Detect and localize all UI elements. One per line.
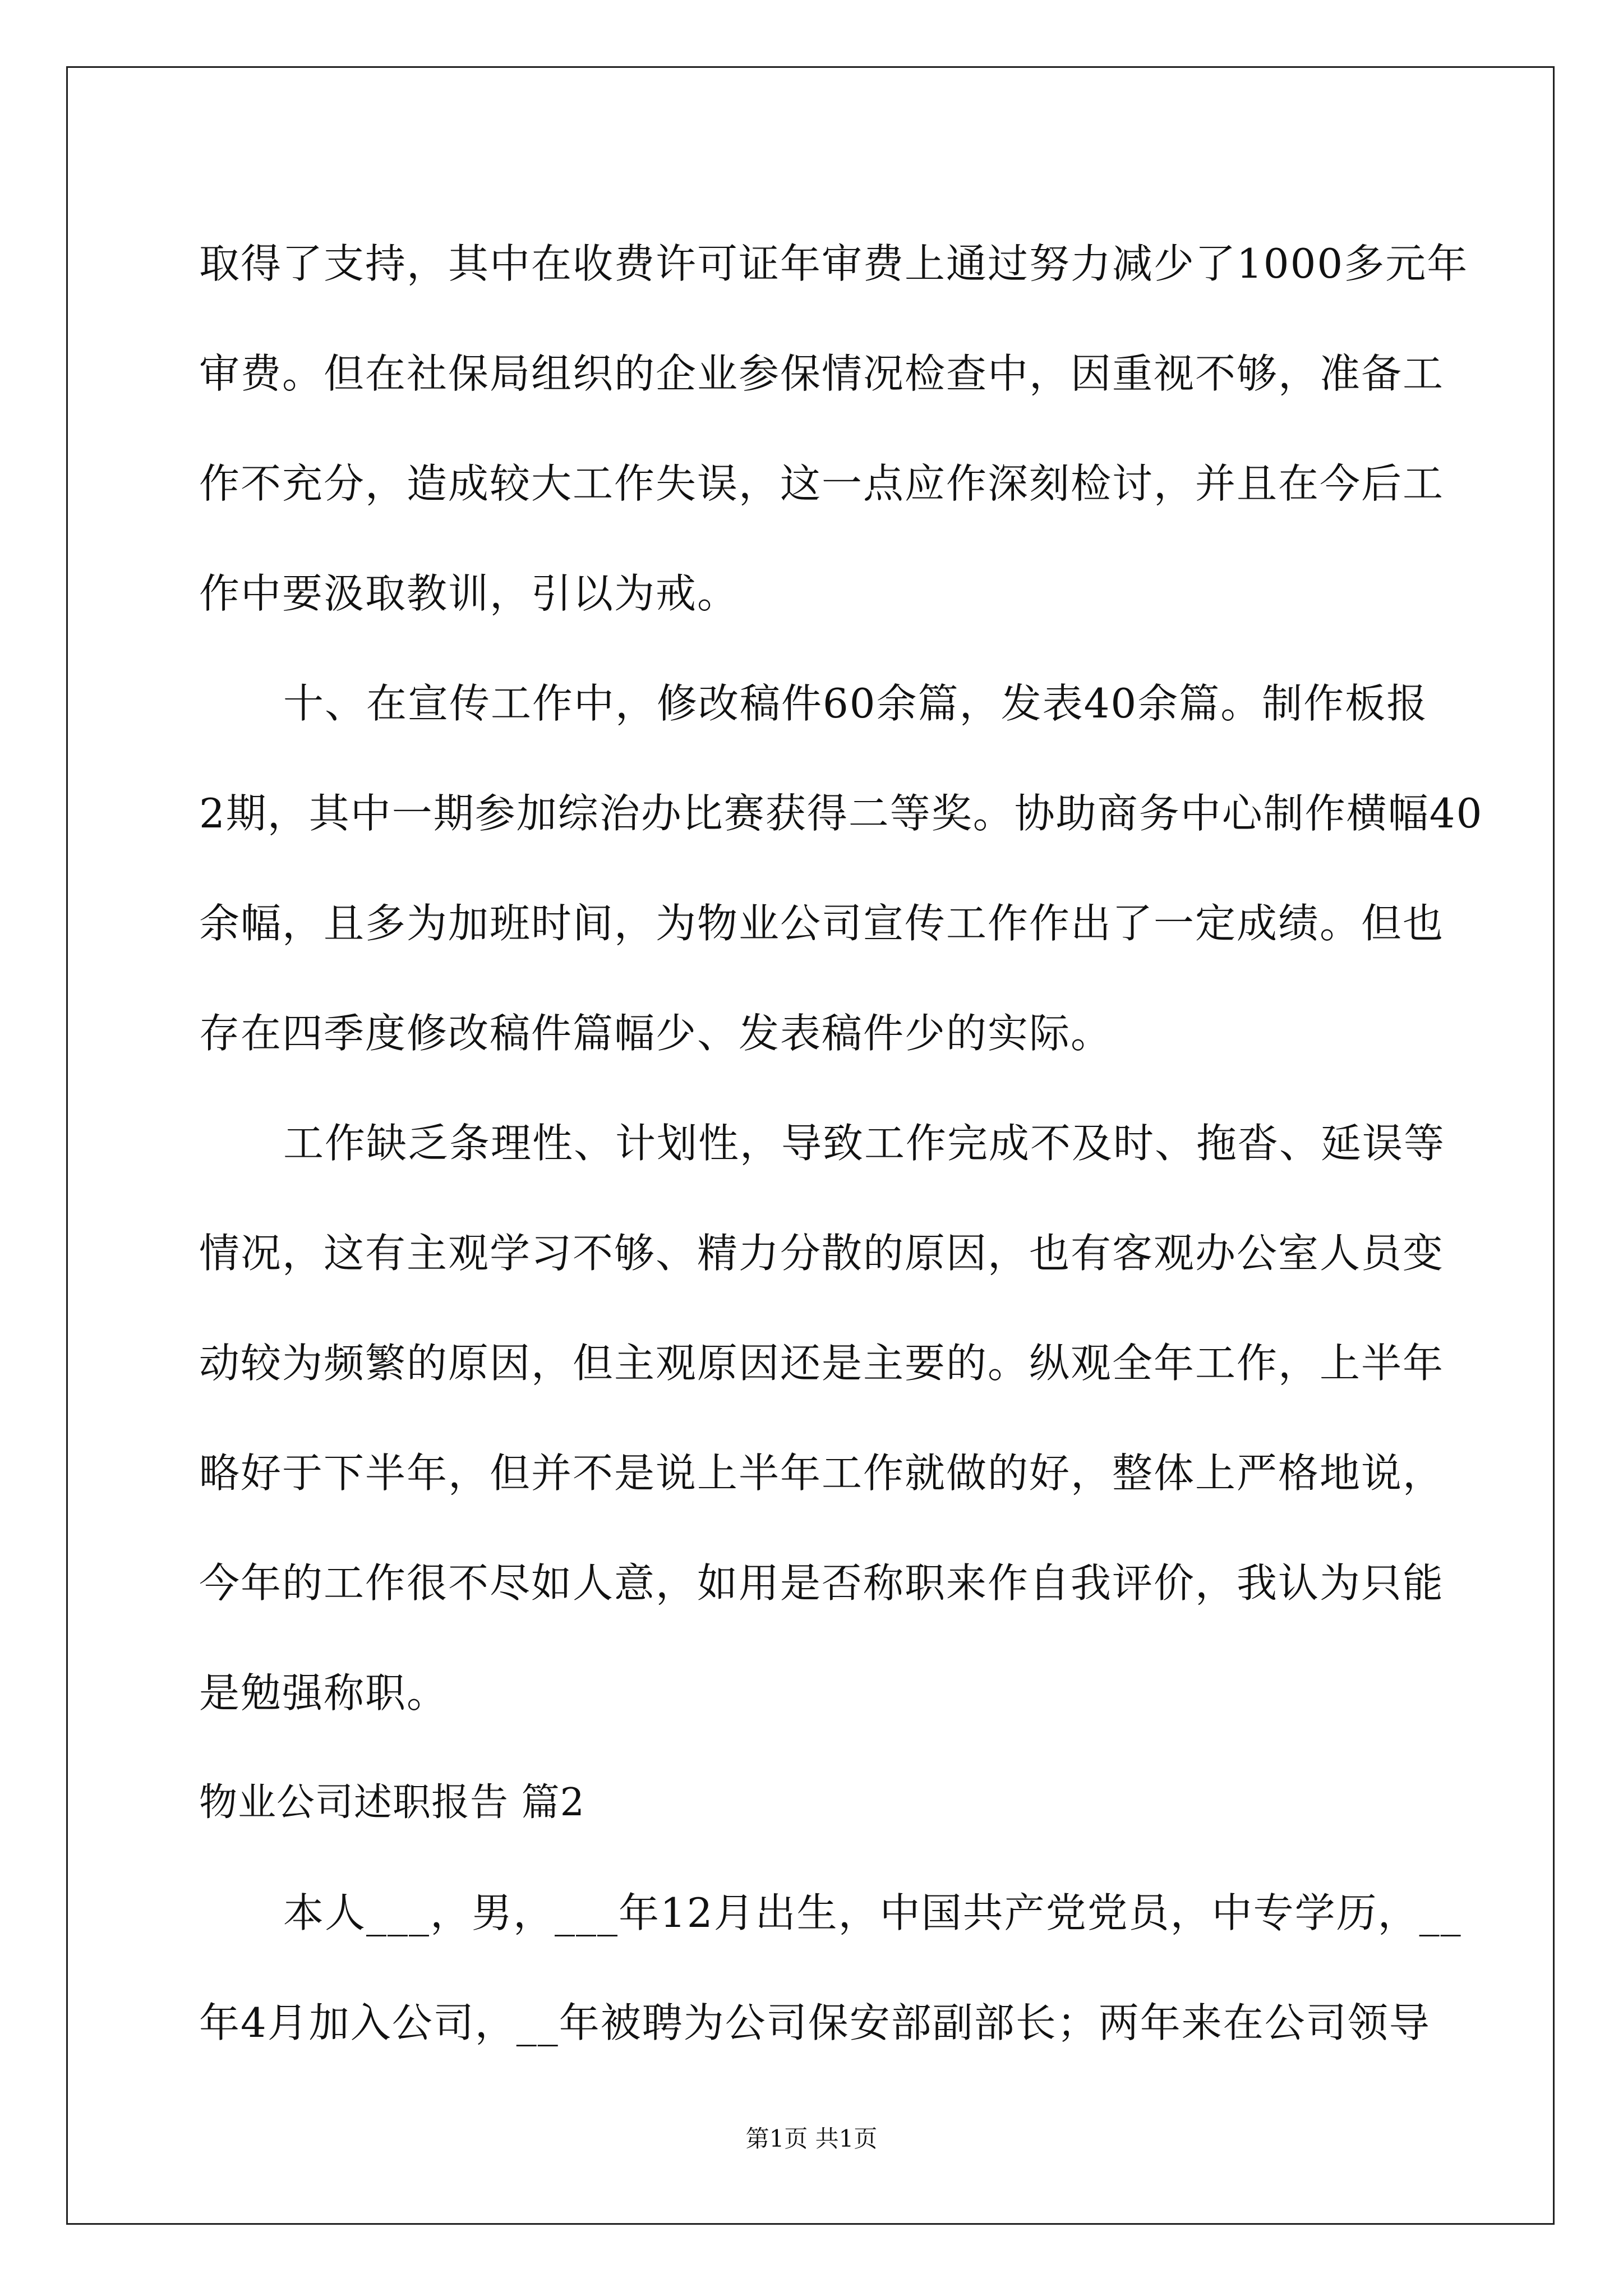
paragraph-start-line: 工作缺乏条理性、计划性，导致工作完成不及时、拖沓、延误等 (283, 1120, 1446, 1167)
document-body (199, 209, 1483, 2078)
text-line: 是勉强称职。 (199, 1669, 449, 1717)
text-line: 情况，这有主观学习不够、精力分散的原因，也有客观办公室人员变 (199, 1230, 1445, 1277)
text-line: 2期，其中一期参加综治办比赛获得二等奖。协助商务中心制作横幅40 (199, 790, 1483, 837)
text-line: 审费。但在社保局组织的企业参保情况检查中，因重视不够，准备工 (199, 350, 1445, 397)
text-line: 动较为频繁的原因，但主观原因还是主要的。纵观全年工作，上半年 (199, 1340, 1445, 1387)
text-line: 略好于下半年，但并不是说上半年工作就做的好，整体上严格地说， (199, 1450, 1445, 1497)
text-line: 取得了支持，其中在收费许可证年审费上通过努力减少了1000多元年 (199, 240, 1469, 287)
text-line: 存在四季度修改稿件篇幅少、发表稿件少的实际。 (199, 1010, 1113, 1057)
page-number-footer: 第1页 共1页 (745, 2125, 878, 2152)
paragraph-start-line: 十、在宣传工作中，修改稿件60余篇，发表40余篇。制作板报 (283, 680, 1428, 727)
text-line: 年4月加入公司，__年被聘为公司保安部副部长；两年来在公司领导 (199, 1999, 1431, 2046)
text-line: 作中要汲取教训，引以为戒。 (199, 570, 739, 617)
paragraph-start-line: 本人___，男，___年12月出生，中国共产党党员，中专学历，__ (283, 1889, 1462, 1936)
text-line: 作不充分，造成较大工作失误，这一点应作深刻检讨，并且在今后工 (199, 460, 1445, 507)
text-line: 余幅，且多为加班时间，为物业公司宣传工作作出了一定成绩。但也 (199, 900, 1445, 947)
text-line: 今年的工作很不尽如人意，如用是否称职来作自我评价，我认为只能 (199, 1559, 1445, 1607)
section-heading: 物业公司述职报告 篇2 (199, 1780, 585, 1825)
